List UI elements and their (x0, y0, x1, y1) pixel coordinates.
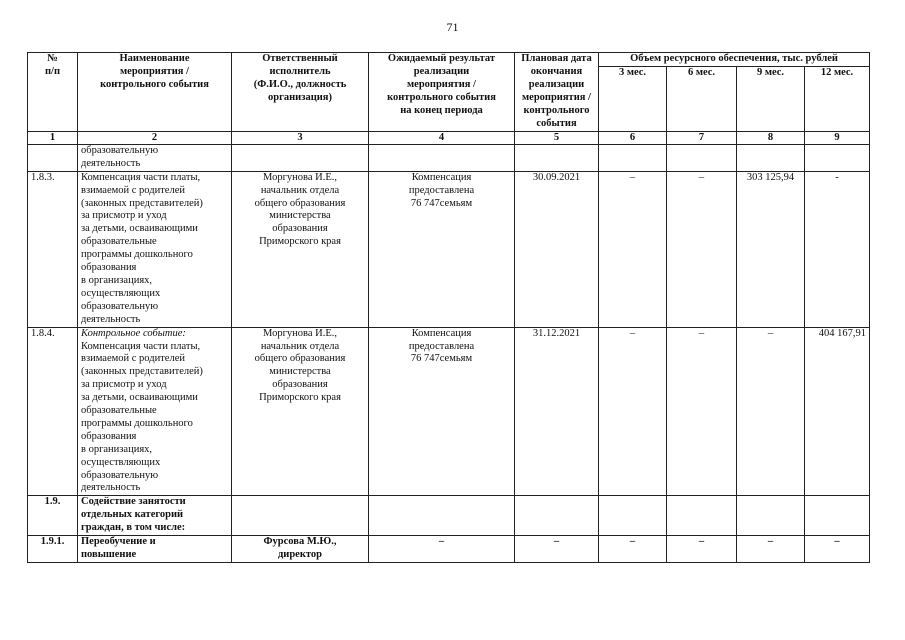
cell-executor: Фурсова М.Ю., директор (232, 536, 369, 563)
header-6-months: 6 мес. (667, 66, 737, 131)
cell-name (78, 327, 232, 496)
control-event-label: Контрольное событие: (81, 327, 186, 339)
cell-date: – (515, 536, 599, 563)
cell-result (369, 496, 515, 536)
cell-number: 1.9.1. (28, 536, 78, 563)
cell-executor (232, 496, 369, 536)
page-number: 71 (446, 20, 459, 34)
cell-date: 30.09.2021 (515, 171, 599, 327)
cell-6-months (667, 496, 737, 536)
column-number: 2 (78, 131, 232, 144)
cell-date (515, 144, 599, 171)
header-3-months: 3 мес. (599, 66, 667, 131)
cell-12-months: 404 167,91 (805, 327, 870, 496)
table-row (28, 171, 870, 327)
cell-9-months (737, 144, 805, 171)
table-row (28, 327, 870, 496)
cell-number (28, 144, 78, 171)
cell-12-months: - (805, 171, 870, 327)
column-number: 5 (515, 131, 599, 144)
table-row-section (28, 496, 870, 536)
column-number: 7 (667, 131, 737, 144)
header-planned-date: Плановая дата окончания реализации мероприятия / контрольного события (515, 53, 599, 132)
cell-name: Переобучение и повышение (78, 536, 232, 563)
header-expected-result: Ожидаемый результат реализации мероприятия / контрольного события на конец периода (369, 53, 515, 132)
column-numbers-row (28, 131, 870, 144)
cell-12-months: – (805, 536, 870, 563)
cell-name: Компенсация части платы, взимаемой с родителей (законных представителей) за присмотр и уход за детьми, осваивающими образовательные программы дошкольного образования в организациях, осуществляющих образовательную деятельность (78, 171, 232, 327)
cell-result (369, 144, 515, 171)
cell-number: 1.8.3. (28, 171, 78, 327)
cell-12-months (805, 496, 870, 536)
plan-table (27, 52, 870, 563)
column-number: 3 (232, 131, 369, 144)
cell-number: 1.9. (28, 496, 78, 536)
column-number: 8 (737, 131, 805, 144)
cell-result: Компенсация предоставлена 76 747семьям (369, 327, 515, 496)
header-number: № п/п (28, 53, 78, 132)
cell-6-months (667, 144, 737, 171)
cell-3-months (599, 144, 667, 171)
cell-executor (232, 144, 369, 171)
cell-number: 1.8.4. (28, 327, 78, 496)
cell-9-months: 303 125,94 (737, 171, 805, 327)
header-row-1 (28, 53, 870, 67)
cell-result: Компенсация предоставлена 76 747семьям (369, 171, 515, 327)
cell-9-months: – (737, 327, 805, 496)
table-row-continuation (28, 144, 870, 171)
header-name: Наименование мероприятия / контрольного события (78, 53, 232, 132)
cell-date (515, 496, 599, 536)
cell-3-months (599, 496, 667, 536)
column-number: 6 (599, 131, 667, 144)
cell-result: – (369, 536, 515, 563)
header-executor: Ответственный исполнитель (Ф.И.О., должность организация) (232, 53, 369, 132)
cell-executor: Моргунова И.Е., начальник отдела общего образования министерства образования Приморского края (232, 327, 369, 496)
column-number: 9 (805, 131, 870, 144)
cell-3-months: – (599, 536, 667, 563)
header-12-months: 12 мес. (805, 66, 870, 131)
cell-executor: Моргунова И.Е., начальник отдела общего образования министерства образования Приморского края (232, 171, 369, 327)
cell-3-months: – (599, 327, 667, 496)
cell-name-text: Компенсация части платы, взимаемой с родителей (законных представителей) за присмотр и уход за детьми, осваивающими образовательные программы дошкольного образования в организациях, осуществляющих образовательную деятельность (81, 340, 203, 494)
header-resources: Объем ресурсного обеспечения, тыс. рублей (599, 53, 870, 67)
column-number: 1 (28, 131, 78, 144)
cell-12-months (805, 144, 870, 171)
header-9-months: 9 мес. (737, 66, 805, 131)
cell-3-months: – (599, 171, 667, 327)
cell-6-months: – (667, 536, 737, 563)
table-row (28, 536, 870, 563)
cell-6-months: – (667, 327, 737, 496)
cell-9-months (737, 496, 805, 536)
cell-6-months: – (667, 171, 737, 327)
column-number: 4 (369, 131, 515, 144)
cell-name: образовательную деятельность (78, 144, 232, 171)
cell-name: Содействие занятости отдельных категорий граждан, в том числе: (78, 496, 232, 536)
cell-9-months: – (737, 536, 805, 563)
cell-date: 31.12.2021 (515, 327, 599, 496)
